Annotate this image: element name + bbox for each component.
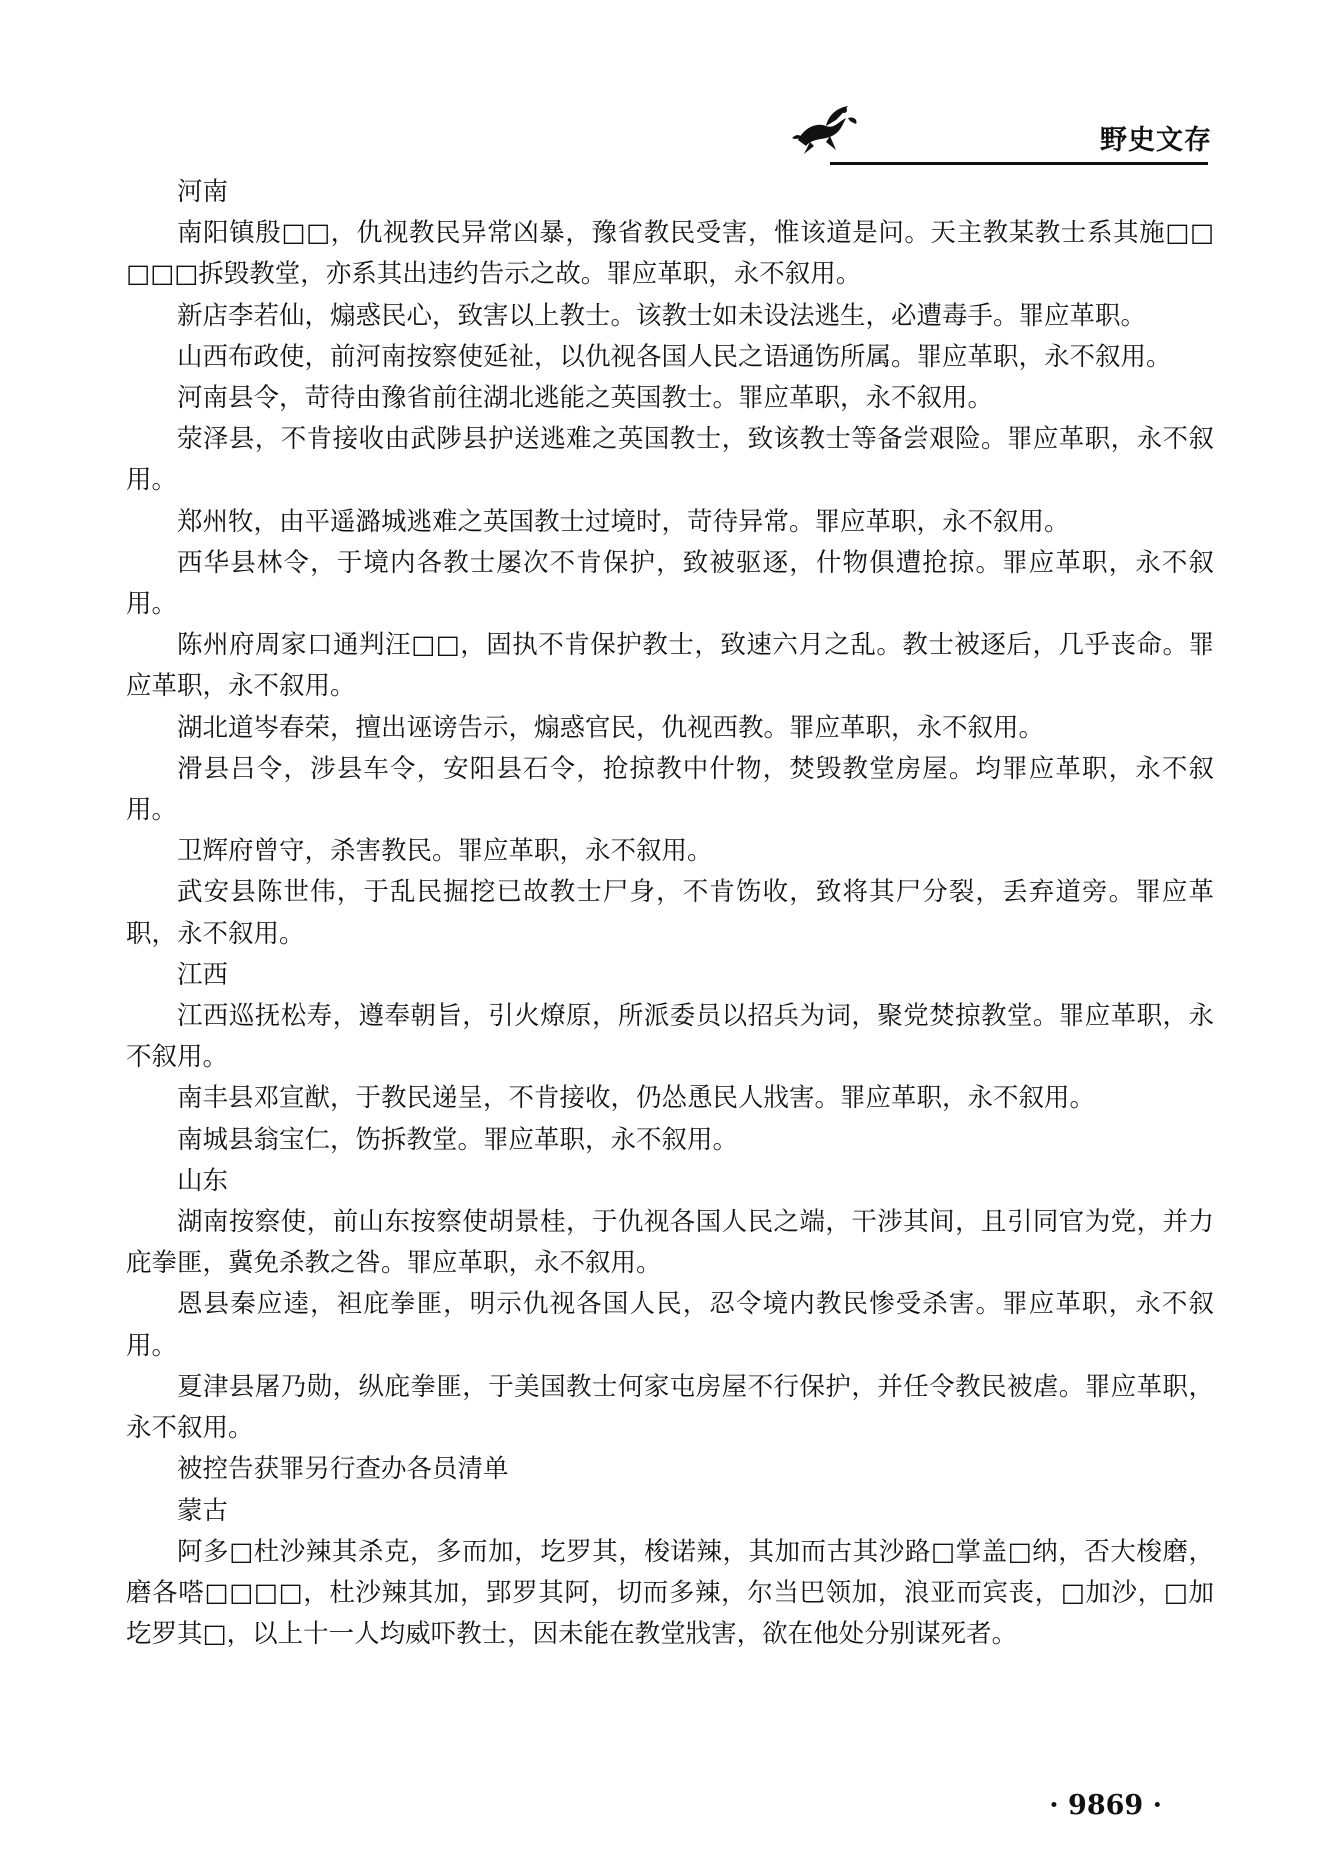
paragraph: 南阳镇殷□□，仇视教民异常凶暴，豫省教民受害，惟该道是问。天主教某教士系其施□□□□□拆毁教堂，亦系其出违约告示之故。罪应革职，永不叙用。 xyxy=(126,218,1214,290)
section-heading: 被控告获罪另行查办各员清单 xyxy=(177,1454,509,1485)
section-heading: 河南 xyxy=(177,177,229,207)
header-title: 野史文存 xyxy=(1100,125,1212,156)
paragraph: 陈州府周家口通判汪□□，固执不肯保护教士，致速六月之乱。教士被逐后，几乎丧命。罪应革职，永不叙用。 xyxy=(126,630,1214,702)
paragraph: 山西布政使，前河南按察使延祉，以仇视各国人民之语通饬所属。罪应革职，永不叙用。 xyxy=(177,341,1172,372)
paragraph: 阿多□杜沙辣其杀克，多而加，圪罗其，梭诺辣，其加而古其沙路□掌盖□纳，否大梭磨，磨各嗒□□□□，杜沙辣其加，郢罗其阿，切而多辣，尔当巴领加，浪亚而宾丧，□加沙，□加圪罗其□，以上十一人均威吓教士，因未能在教堂戕害，欲在他处分别谋死者。 xyxy=(126,1536,1214,1650)
paragraph: 恩县秦应逵，袒庇拳匪，明示仇视各国人民，忍令境内教民惨受杀害。罪应革职，永不叙用。 xyxy=(126,1289,1214,1361)
paragraph: 南城县翁宝仁，饬拆教堂。罪应革职，永不叙用。 xyxy=(177,1124,739,1155)
paragraph: 江西巡抚松寿，遵奉朝旨，引火燎原，所派委员以招兵为词，聚党焚掠教堂。罪应革职，永不叙用。 xyxy=(126,1001,1214,1073)
paragraph: 河南县令，苛待由豫省前往湖北逃能之英国教士。罪应革职，永不叙用。 xyxy=(177,383,994,414)
paragraph: 滑县吕令，涉县车令，安阳县石令，抢掠教中什物，焚毁教堂房屋。均罪应革职，永不叙用。 xyxy=(126,753,1214,826)
section-heading: 山东 xyxy=(177,1165,229,1196)
dragon-icon xyxy=(790,98,860,160)
section-heading: 蒙古 xyxy=(177,1495,229,1526)
paragraph: 湖北道岑春荣，擅出诬谤告示，煽惑官民，仇视西教。罪应革职，永不叙用。 xyxy=(177,712,1045,743)
paragraph: 湖南按察使，前山东按察使胡景桂，于仇视各国人民之端，干涉其间，且引同官为党，并力庇拳匪，冀免杀教之咎。罪应革职，永不叙用。 xyxy=(126,1207,1214,1279)
page-number: · 9869 · xyxy=(1049,1790,1162,1821)
section-heading: 江西 xyxy=(177,959,229,990)
paragraph: 西华县林令，于境内各教士屡次不肯保护，致被驱逐，什物俱遭抢掠。罪应革职，永不叙用。 xyxy=(126,547,1214,620)
header-divider xyxy=(830,162,1208,165)
paragraph: 荥泽县，不肯接收由武陟县护送逃难之英国教士，致该教士等备尝艰险。罪应革职，永不叙用。 xyxy=(126,424,1214,496)
paragraph: 武安县陈世伟，于乱民掘挖已故教士尸身，不肯饬收，致将其尸分裂，丢弃道旁。罪应革职，永不叙用。 xyxy=(126,877,1214,949)
paragraph: 夏津县屠乃勋，纵庇拳匪，于美国教士何家屯房屋不行保护，并任令教民被虐。罪应革职，永不叙用。 xyxy=(126,1371,1214,1444)
paragraph: 南丰县邓宣猷，于教民递呈，不肯接收，仍怂恿民人戕害。罪应革职，永不叙用。 xyxy=(177,1083,1096,1114)
paragraph: 新店李若仙，煽惑民心，致害以上教士。该教士如未设法逃生，必遭毒手。罪应革职。 xyxy=(177,300,1147,331)
paragraph: 郑州牧，由平遥潞城逃难之英国教士过境时，苛待异常。罪应革职，永不叙用。 xyxy=(177,506,1070,537)
document-body xyxy=(126,172,1214,1655)
paragraph: 卫辉府曾守，杀害教民。罪应革职，永不叙用。 xyxy=(177,836,713,867)
